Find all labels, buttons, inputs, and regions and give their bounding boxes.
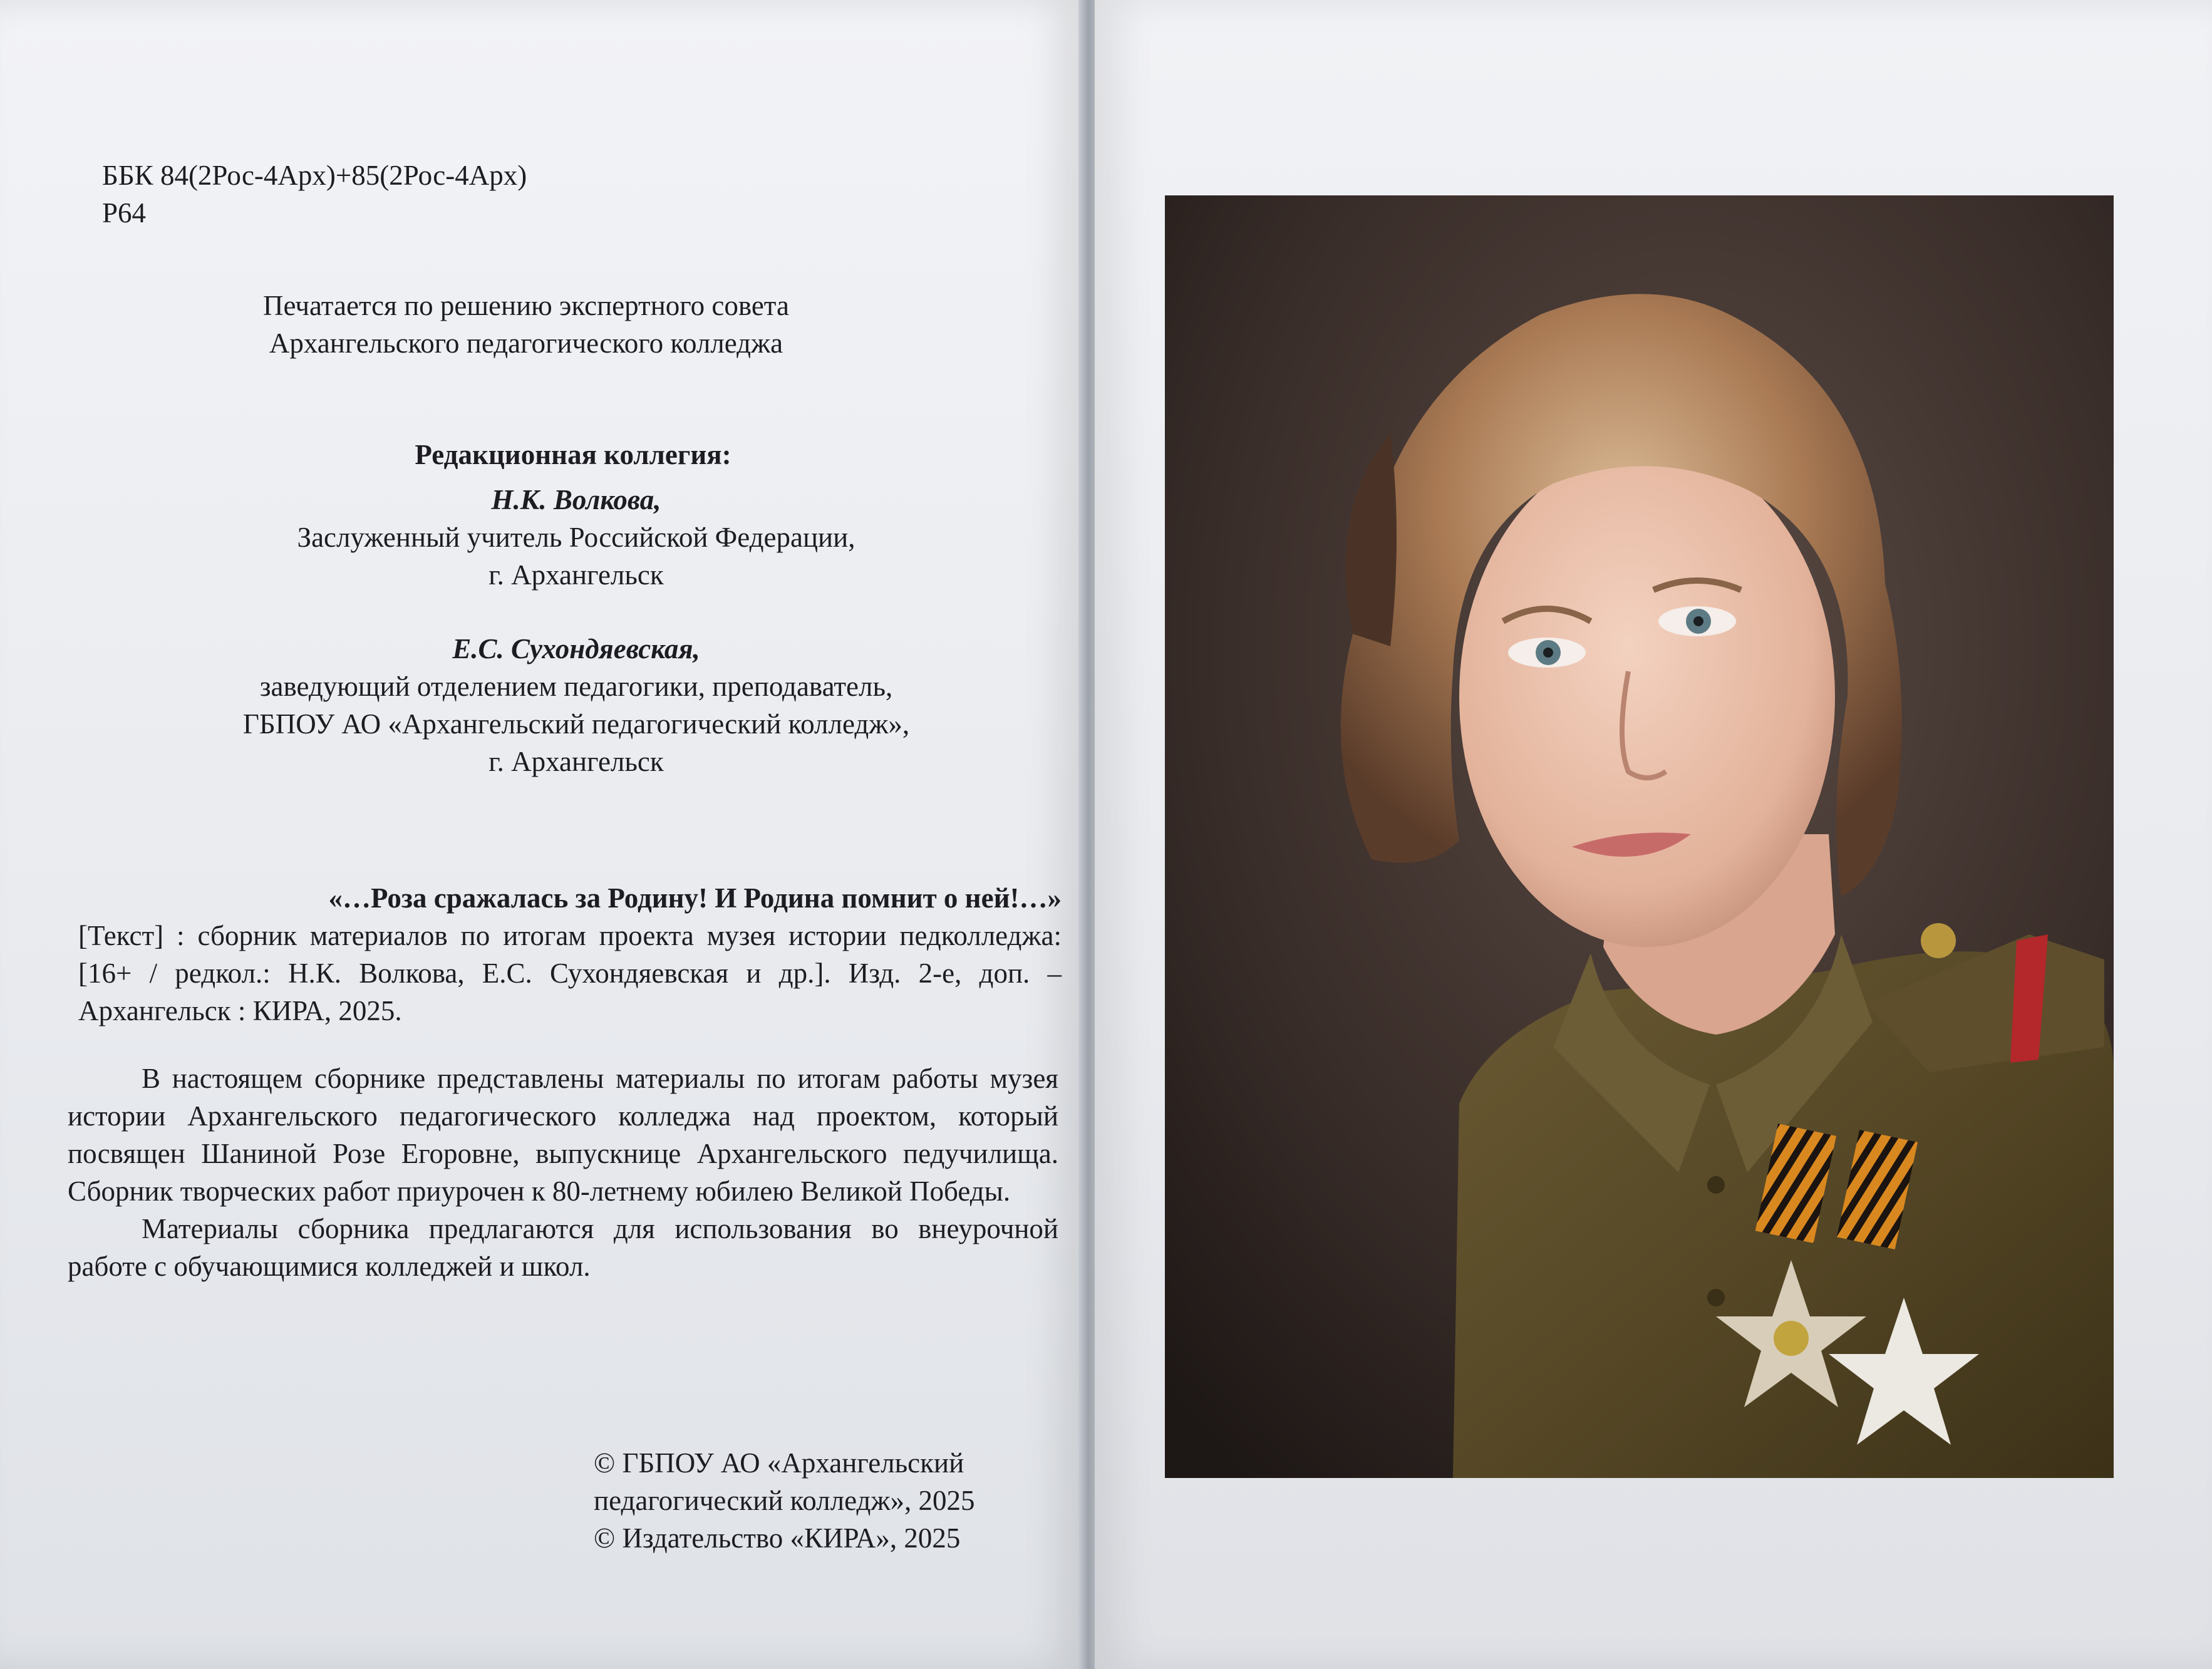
editor-detail: Заслуженный учитель Российской Федерации,: [297, 522, 855, 553]
approval-note: [188, 287, 864, 362]
bbk-classification: [102, 157, 666, 232]
copyright-line: © Издательство «КИРА», 2025: [594, 1522, 961, 1554]
editor-detail: г. Архангельск: [488, 746, 664, 777]
editor-name: Е.С. Сухондяевская,: [452, 633, 700, 664]
record-title: «…Роза сражалась за Родину! И Родина помнит о ней!…»: [328, 882, 1062, 914]
editor-detail: заведующий отделением педагогики, преподаватель,: [259, 671, 893, 702]
approval-line: Печатается по решению экспертного совета: [263, 290, 789, 321]
record-description: [Текст] : сборник материалов по итогам проекта музея истории педколледжа: [16+ / редкол.: Н.К. Волкова, Е.С. Сухондяевская и др.]. Изд. 2-е, доп. – Архангельск : КИРА, 2025.: [78, 920, 1062, 1026]
editor-name: Н.К. Волкова,: [491, 484, 661, 515]
editorial-board-title: Редакционная коллегия:: [415, 439, 731, 470]
editor-detail: г. Архангельск: [488, 559, 664, 591]
bibliographic-record: [78, 879, 1062, 1030]
editor-entry: [188, 481, 964, 594]
author-mark: Р64: [102, 197, 147, 229]
abstract-paragraph: В настоящем сборнике представлены материалы по итогам работы музея истории Архангельского педагогического колледжа над проектом, который посвящен Шаниной Розе Егоровне, выпускнице Архангельского педучилища. Сборник творческих работ приурочен к 80-летнему юбилею Великой Победы.: [68, 1063, 1058, 1207]
abstract-paragraph: Материалы сборника предлагаются для использования во внеурочной работе с обучающимися колледжей и школ.: [68, 1213, 1058, 1282]
abstract: [68, 1060, 1058, 1285]
portrait-photo: [1165, 195, 2114, 1478]
editor-entry: [125, 630, 1027, 780]
left-page: [0, 0, 1083, 1669]
editor-detail: ГБПОУ АО «Архангельский педагогический колледж»,: [242, 708, 910, 740]
copyright-line: педагогический колледж», 2025: [594, 1485, 975, 1516]
copyright-block: [594, 1444, 1057, 1557]
bbk-code: ББК 84(2Рос-4Арх)+85(2Рос-4Арх): [102, 160, 527, 191]
copyright-line: © ГБПОУ АО «Архангельский: [594, 1447, 964, 1479]
approval-line: Архангельского педагогического колледжа: [269, 328, 783, 359]
portrait-illustration: [1165, 195, 2114, 1478]
